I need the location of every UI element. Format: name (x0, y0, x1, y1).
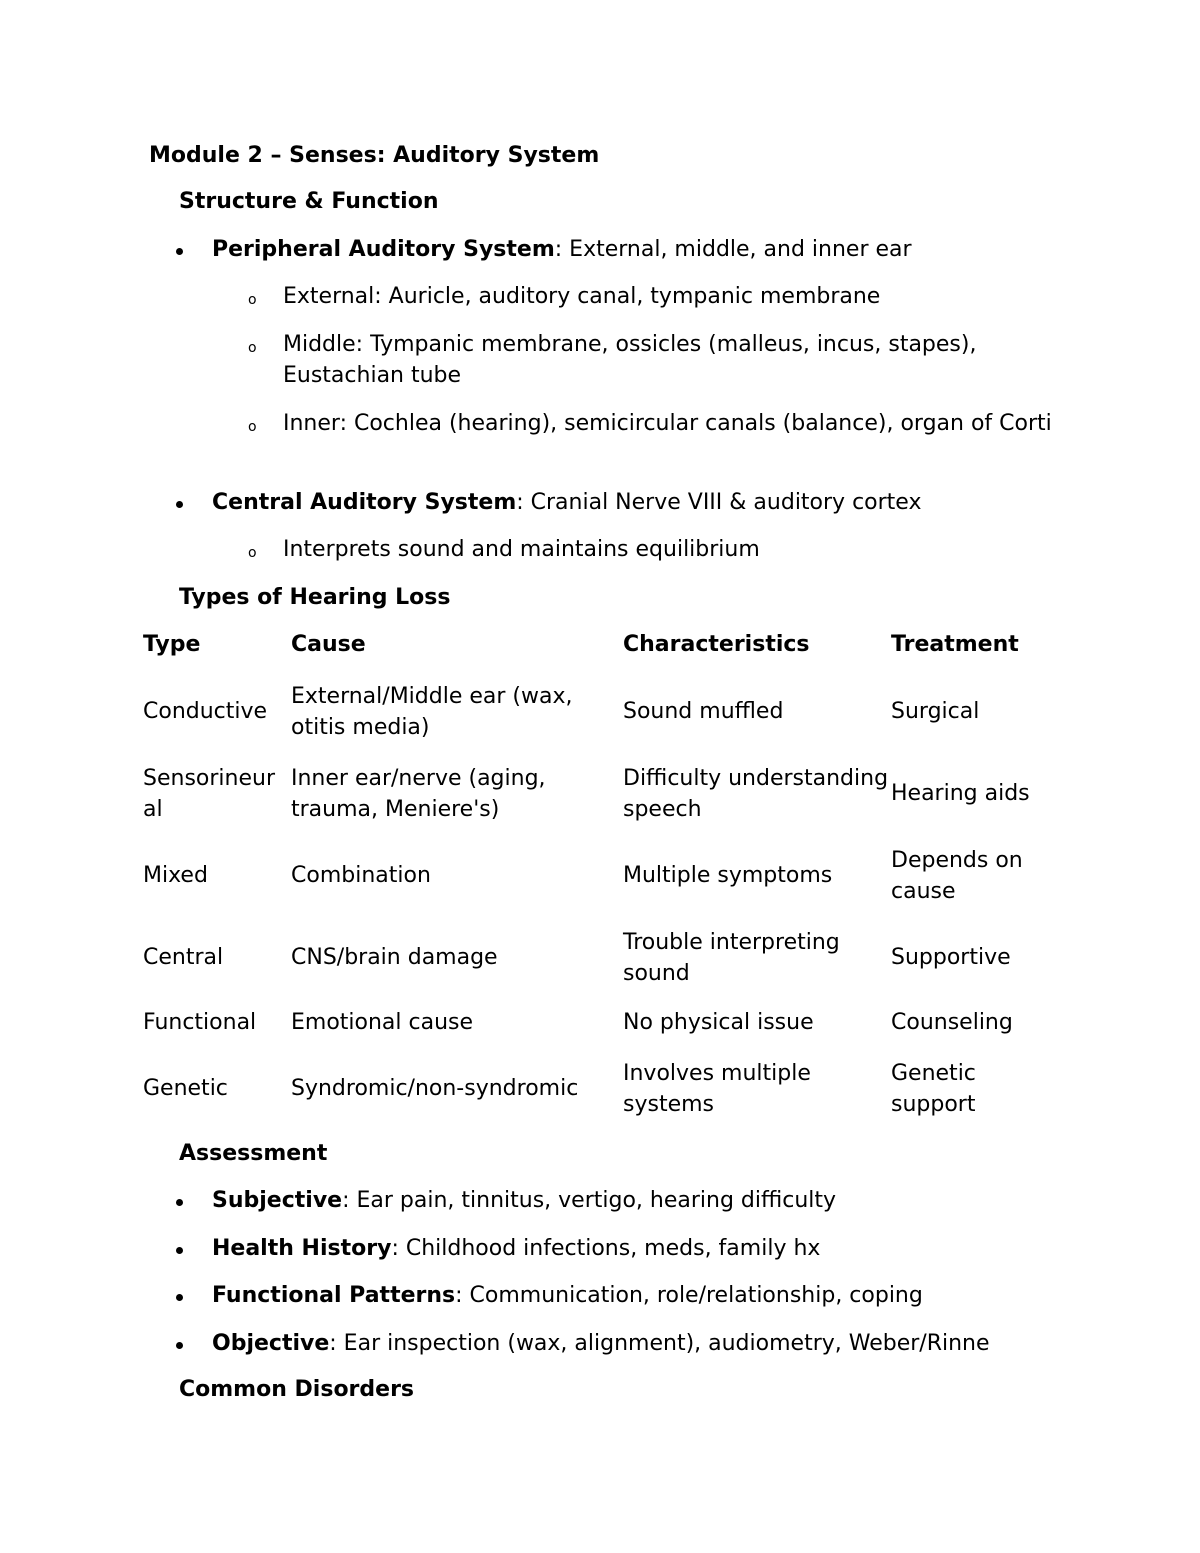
table-cell: Surgical (891, 699, 980, 724)
table-cell: Central (143, 945, 224, 970)
sub-list-item: Inner: Cochlea (hearing), semicircular canals (balance), organ of Corti (283, 411, 1052, 436)
table-cell: No physical issue (623, 1010, 814, 1035)
bullet-icon (176, 1294, 183, 1301)
table-cell: Genetic (143, 1076, 228, 1101)
list-item-label: Central Auditory System (212, 490, 517, 515)
sub-list-item: Interprets sound and maintains equilibrium (283, 537, 760, 562)
list-item-objective (212, 1328, 990, 1359)
section-heading-hearing-loss: Types of Hearing Loss (179, 585, 451, 610)
list-item-text: : Ear pain, tinnitus, vertigo, hearing difficulty (342, 1188, 837, 1213)
bullet-icon (176, 1342, 183, 1349)
section-heading-structure: Structure & Function (179, 189, 439, 214)
table-cell: External/Middle ear (wax, otitis media) (291, 684, 573, 740)
table-cell: Trouble interpreting sound (623, 930, 840, 986)
list-item-text: : Ear inspection (wax, alignment), audiometry, Weber/Rinne (329, 1331, 990, 1356)
table-cell: Difficulty understanding speech (623, 766, 889, 822)
table-cell: Inner ear/nerve (aging, trauma, Meniere's) (291, 766, 546, 822)
table-cell: Hearing aids (891, 781, 1030, 806)
table-cell: Sound muffled (623, 699, 784, 724)
table-cell: Genetic support (891, 1061, 976, 1117)
table-cell: Functional (143, 1010, 257, 1035)
list-item-health-history (212, 1233, 820, 1264)
sub-bullet-icon: o (248, 545, 257, 561)
table-cell: Counseling (891, 1010, 1013, 1035)
table-cell: Involves multiple systems (623, 1061, 811, 1117)
bullet-icon (176, 1199, 183, 1206)
list-item-label: Subjective (212, 1188, 343, 1213)
list-item-text: : Childhood infections, meds, family hx (391, 1236, 821, 1261)
table-cell: CNS/brain damage (291, 945, 498, 970)
list-item-subjective (212, 1185, 836, 1216)
list-item-label: Peripheral Auditory System (212, 237, 555, 262)
list-item-central (212, 487, 921, 518)
sub-bullet-icon: o (248, 340, 257, 356)
table-cell: Mixed (143, 863, 208, 888)
list-item-label: Health History (212, 1236, 392, 1261)
table-cell: Emotional cause (291, 1010, 474, 1035)
list-item-text: : Cranial Nerve VIII & auditory cortex (516, 490, 922, 515)
sub-bullet-icon: o (248, 292, 257, 308)
bullet-icon (176, 501, 183, 508)
sub-list-item: External: Auricle, auditory canal, tympanic membrane (283, 284, 881, 309)
table-cell: Combination (291, 863, 431, 888)
section-heading-disorders: Common Disorders (179, 1377, 415, 1402)
table-cell: Conductive (143, 699, 268, 724)
page-title: Module 2 – Senses: Auditory System (149, 143, 600, 168)
table-header-cell: Characteristics (623, 632, 810, 657)
sub-list-item: Middle: Tympanic membrane, ossicles (malleus, incus, stapes), Eustachian tube (283, 332, 977, 388)
table-header-cell: Treatment (891, 632, 1019, 657)
table-header-cell: Cause (291, 632, 366, 657)
list-item-text: : External, middle, and inner ear (554, 237, 912, 262)
table-cell: Syndromic/non-syndromic (291, 1076, 579, 1101)
table-cell: Multiple symptoms (623, 863, 833, 888)
bullet-icon (176, 248, 183, 255)
section-heading-assessment: Assessment (179, 1141, 328, 1166)
bullet-icon (176, 1247, 183, 1254)
list-item-functional-patterns (212, 1280, 923, 1311)
sub-bullet-icon: o (248, 419, 257, 435)
list-item-label: Functional Patterns (212, 1283, 456, 1308)
table-cell: Depends on cause (891, 848, 1023, 904)
table-header-cell: Type (143, 632, 201, 657)
list-item-text: : Communication, role/relationship, coping (455, 1283, 923, 1308)
table-cell: Supportive (891, 945, 1011, 970)
list-item-peripheral (212, 234, 912, 265)
list-item-label: Objective (212, 1331, 330, 1356)
table-cell: Sensorineural (143, 766, 275, 822)
